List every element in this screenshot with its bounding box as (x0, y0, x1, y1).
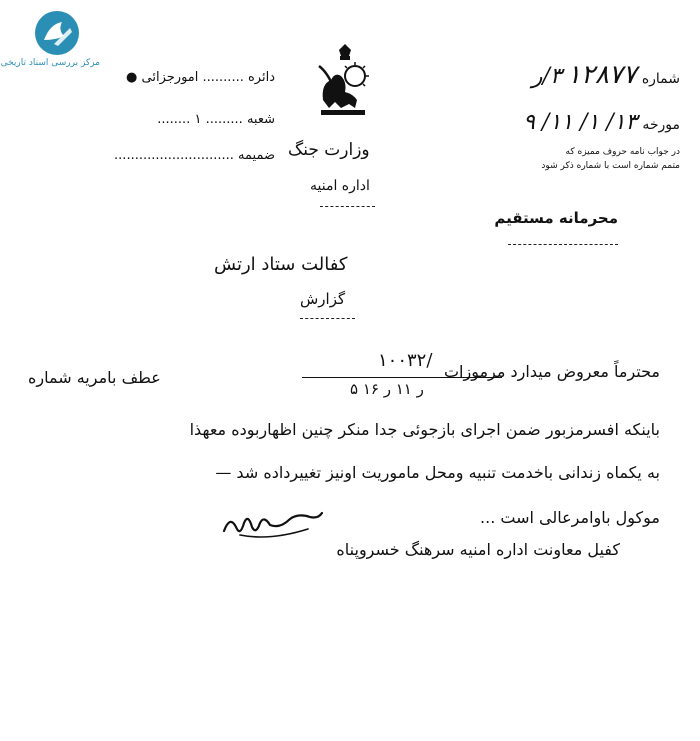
number-label: شماره (641, 71, 680, 87)
body-line-1-left: عطف بامریه شماره (28, 368, 161, 387)
number-value: ۱۲۸۷۷ (566, 60, 637, 90)
attachment-label: ضمیمه (238, 148, 275, 163)
department-field: دائره .......... امورجزائی ● (126, 70, 275, 85)
date-value: ۱۳/ ۱/ ۱۱/ ۹ (523, 110, 638, 135)
department-underline (320, 206, 375, 207)
reply-note-line-2: متمم شماره است با شماره ذکر شود (541, 161, 680, 171)
body-line-1-right: محترماً معروض میدارد مرموزات (443, 362, 660, 381)
branch-field: شعبه ......... ۱ ........ (157, 112, 275, 127)
body-line-4: موکول باوامرعالی است ... (480, 508, 660, 527)
ministry-title: وزارت جنگ (288, 140, 370, 160)
department-title: اداره امنیه (310, 178, 370, 194)
handwritten-signature (220, 505, 325, 545)
branch-value: ۱ (194, 112, 202, 127)
watermark-text: مرکز بررسی اسناد تاریخی (0, 58, 100, 68)
body-line-3: به یکماه زندانی باخدمت تنبیه ومحل ماموریت اونیز تغییرداده شد — (215, 463, 660, 482)
archive-logo-icon (34, 10, 80, 56)
reference-number: ۱۰۰۳۲/ (378, 350, 433, 371)
body-line-2: باینکه افسرمزبور ضمن اجرای بازجوئی جدا منکر چنین اظهاربوده معهذا (189, 420, 660, 439)
reply-instruction (480, 145, 680, 173)
confidential-mark: محرمانه مستقیم (494, 209, 618, 227)
confidential-rule (508, 244, 618, 245)
signatory-line: کفیل معاونت اداره امنیه سرهنگ خسروپناه (336, 540, 620, 559)
reply-note-line-1: در جواب نامه حروف ممیزه که (565, 147, 680, 157)
branch-label: شعبه (246, 112, 275, 127)
date-label: مورخه (642, 117, 680, 133)
letter-number-row (532, 60, 680, 90)
letter-date-row (523, 110, 680, 135)
number-extra: ۳/ر (531, 64, 562, 89)
report-underline (300, 318, 355, 319)
lion-and-sun-emblem-icon (305, 42, 385, 122)
report-title: گزارش (300, 290, 346, 308)
reference-date: ۵ ر ۱۱ ر ۱۶ (350, 380, 424, 398)
archive-watermark (0, 10, 100, 68)
department-value: امورجزائی (141, 70, 199, 85)
department-label: دائره (247, 70, 275, 85)
attachment-field: ضمیمه ............................. (114, 148, 275, 163)
addressee-title: کفالت ستاد ارتش (214, 254, 348, 275)
